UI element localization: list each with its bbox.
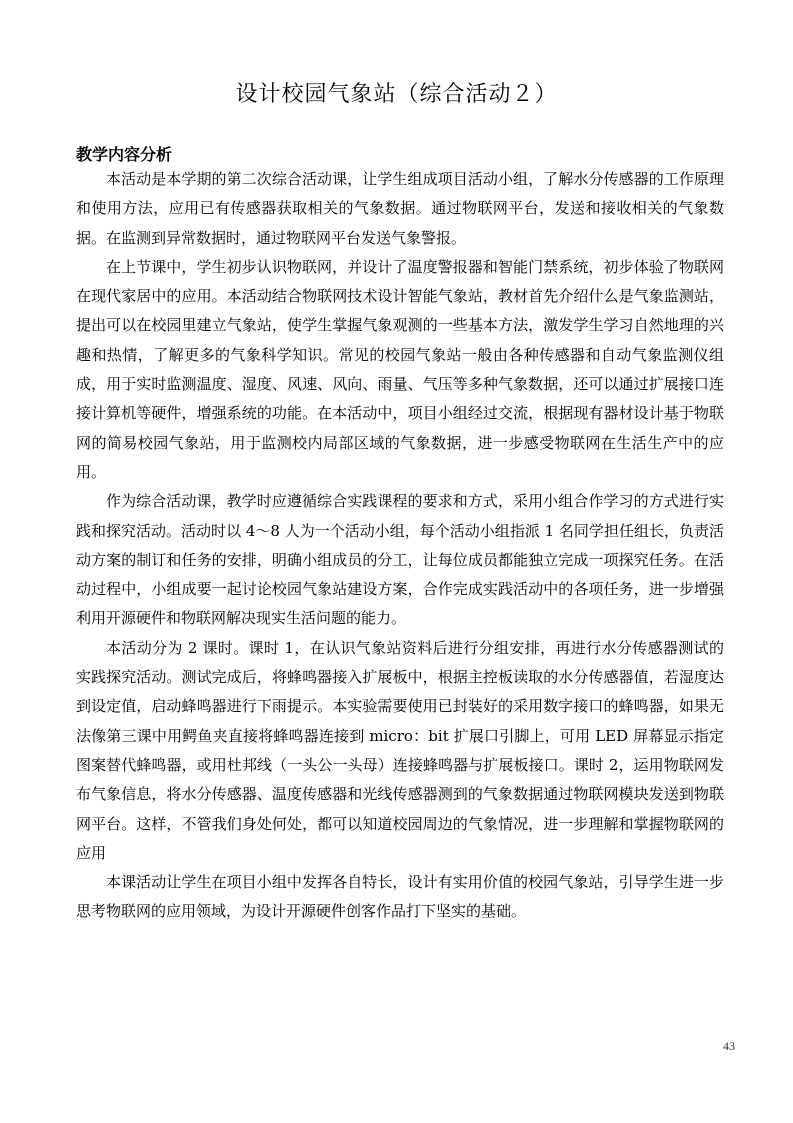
paragraph-previous-lesson: 在上节课中，学生初步认识物联网，并设计了温度警报器和智能门禁系统，初步体验了物联网在现代家居中的应用。本活动结合物联网技术设计智能气象站，教材首先介绍什么是气象监测站，提出可以在校园里建立气象站，使学生掌握气象观测的一些基本方法，激发学生学习自然地理的兴趣和热情，了解更多的气象科学知识。常见的校园气象站一般由各种传感器和自动气象监测仪组成，用于实时监测温度、湿度、风速、风向、雨量、气压等多种气象数据，还可以通过扩展接口连接计算机等硬件，增强系统的功能。在本活动中，项目小组经过交流，根据现有器材设计基于物联网的简易校园气象站，用于监测校内局部区域的气象数据，进一步感受物联网在生活生产中的应用。 — [76, 257, 724, 481]
section-heading: 教学内容分析 — [76, 145, 173, 164]
paragraph-teaching-method: 作为综合活动课，教学时应遵循综合实践课程的要求和方式，采用小组合作学习的方式进行实践和探究活动。活动时以 4～8 人为一个活动小组，每个活动小组指派 1 名同学担任组长，负责活动方案的制订和任务的安排，明确小组成员的分工，让每位成员都能独立完成一项探究任务。在活动过程中，小组成要一起讨论校园气象站建设方案，合作完成实践活动中的各项任务，进一步增强利用开源硬件和物联网解决现实生活问题的能力。 — [76, 492, 724, 628]
page-number: 43 — [723, 1039, 735, 1053]
paragraph-overview: 本活动是本学期的第二次综合活动课，让学生组成项目活动小组，了解水分传感器的工作原理和使用方法，应用已有传感器获取相关的气象数据。通过物联网平台，发送和接收相关的气象数据。在监测到异常数据时，通过物联网平台发送气象警报。 — [76, 170, 724, 247]
body-text — [76, 165, 724, 927]
page-title: 设计校园气象站（综合活动２） — [235, 82, 558, 107]
paragraph-lesson-plan: 本活动分为 2 课时。课时 1，在认识气象站资料后进行分组安排，再进行水分传感器测试的实践探究活动。测试完成后，将蜂鸣器接入扩展板中，根据主控板读取的水分传感器值，若湿度达到设定值，启动蜂鸣器进行下雨提示。本实验需要使用已封装好的采用数字接口的蜂鸣器，如果无法像第三课中用鳄鱼夹直接将蜂鸣器连接到 micro：bit 扩展口引脚上，可用 LED 屏幕显示指定图案替代蜂鸣器，或用杜邦线（一头公一头母）连接蜂鸣器与扩展板接口。课时 2，运用物联网发布气象信息，将水分传感器、温度传感器和光线传感器测到的气象数据通过物联网模块发送到物联网平台。这样，不管我们身处何处，都可以知道校园周边的气象情况，进一步理解和掌握物联网的应用 — [76, 638, 724, 862]
paragraph-conclusion: 本课活动让学生在项目小组中发挥各自特长，设计有实用价值的校园气象站，引导学生进一步思考物联网的应用领域，为设计开源硬件创客作品打下坚实的基础。 — [76, 873, 724, 921]
